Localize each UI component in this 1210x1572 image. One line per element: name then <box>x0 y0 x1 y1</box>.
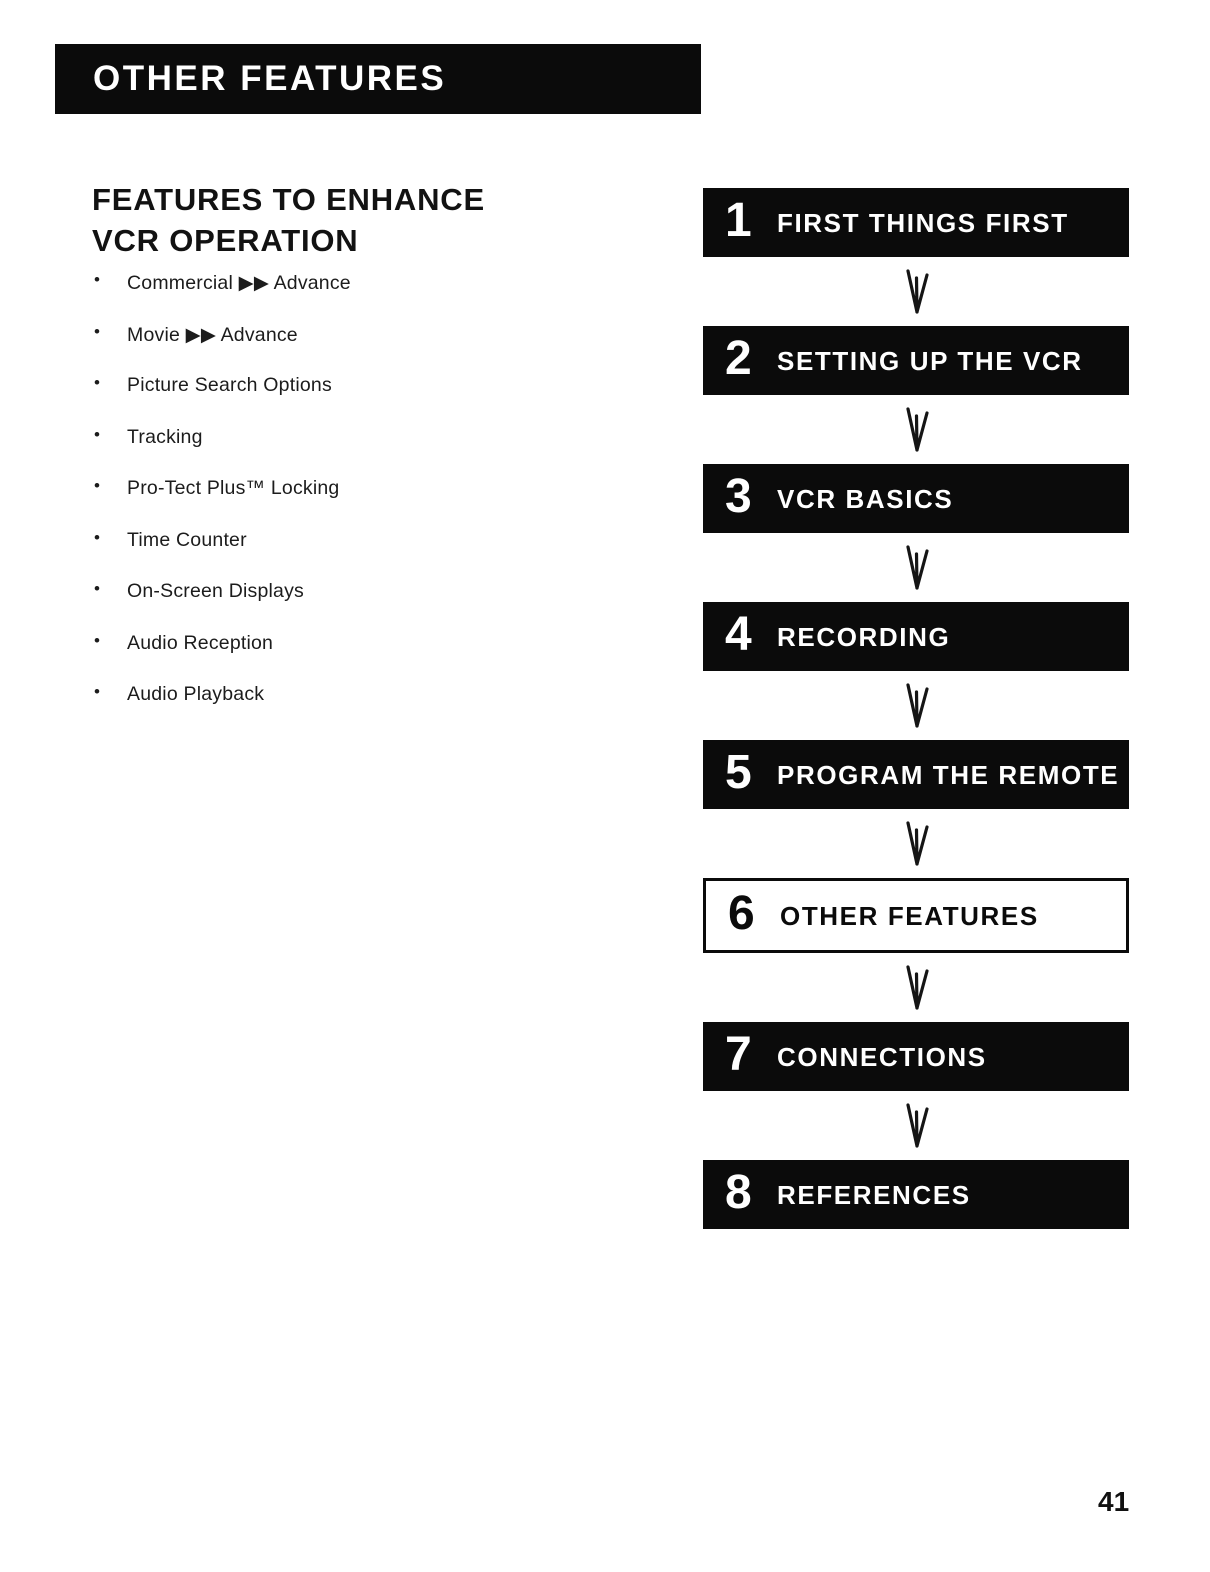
list-item: • Picture Search Options <box>92 374 351 426</box>
list-item: • Commercial ▶▶ Advance <box>92 271 351 323</box>
section-header-title: OTHER FEATURES <box>93 59 447 98</box>
list-item: • Audio Reception <box>92 632 351 684</box>
list-item: • Movie ▶▶ Advance <box>92 323 351 375</box>
chapter-label: REFERENCES <box>777 1180 971 1210</box>
chapter-label: FIRST THINGS FIRST <box>777 208 1069 238</box>
chapter-flowchart <box>703 188 1129 1229</box>
chapter-label: CONNECTIONS <box>777 1042 987 1072</box>
chapter-box-1 <box>703 188 1129 257</box>
chapter-box-4 <box>703 602 1129 671</box>
chapter-label: PROGRAM THE REMOTE <box>777 760 1120 790</box>
chapter-number: 8 <box>725 1165 752 1219</box>
down-arrow-icon <box>901 544 931 592</box>
page-title-line2: VCR OPERATION <box>92 222 359 258</box>
chapter-number: 1 <box>725 193 752 247</box>
flow-arrow <box>703 257 1129 326</box>
flow-arrow <box>703 809 1129 878</box>
flow-arrow <box>703 953 1129 1022</box>
down-arrow-icon <box>901 268 931 316</box>
chapter-number: 5 <box>725 745 752 799</box>
list-item: • Time Counter <box>92 529 351 581</box>
chapter-number: 2 <box>725 331 752 385</box>
down-arrow-icon <box>901 406 931 454</box>
list-item: • Pro-Tect Plus™ Locking <box>92 477 351 529</box>
flow-arrow <box>703 671 1129 740</box>
down-arrow-icon <box>901 820 931 868</box>
chapter-number: 7 <box>725 1027 752 1081</box>
feature-list <box>92 271 351 735</box>
chapter-box-6-current <box>703 878 1129 953</box>
page-number: 41 <box>1098 1486 1130 1517</box>
page-title <box>92 180 485 262</box>
chapter-number: 3 <box>725 469 752 523</box>
chapter-box-7 <box>703 1022 1129 1091</box>
section-header-bar <box>55 44 701 114</box>
flow-arrow <box>703 395 1129 464</box>
chapter-box-5 <box>703 740 1129 809</box>
chapter-number: 4 <box>725 607 752 661</box>
flow-arrow <box>703 533 1129 602</box>
chapter-label: VCR BASICS <box>777 484 954 514</box>
page-title-line1: FEATURES TO ENHANCE <box>92 182 485 217</box>
down-arrow-icon <box>901 964 931 1012</box>
chapter-label: OTHER FEATURES <box>780 901 1039 931</box>
chapter-label: RECORDING <box>777 622 951 652</box>
flow-arrow <box>703 1091 1129 1160</box>
list-item: • Audio Playback <box>92 683 351 735</box>
list-item: • Tracking <box>92 426 351 478</box>
chapter-number: 6 <box>728 886 755 940</box>
down-arrow-icon <box>901 682 931 730</box>
down-arrow-icon <box>901 1102 931 1150</box>
chapter-label: SETTING UP THE VCR <box>777 346 1083 376</box>
chapter-box-2 <box>703 326 1129 395</box>
list-item: • On-Screen Displays <box>92 580 351 632</box>
chapter-box-3 <box>703 464 1129 533</box>
chapter-box-8 <box>703 1160 1129 1229</box>
